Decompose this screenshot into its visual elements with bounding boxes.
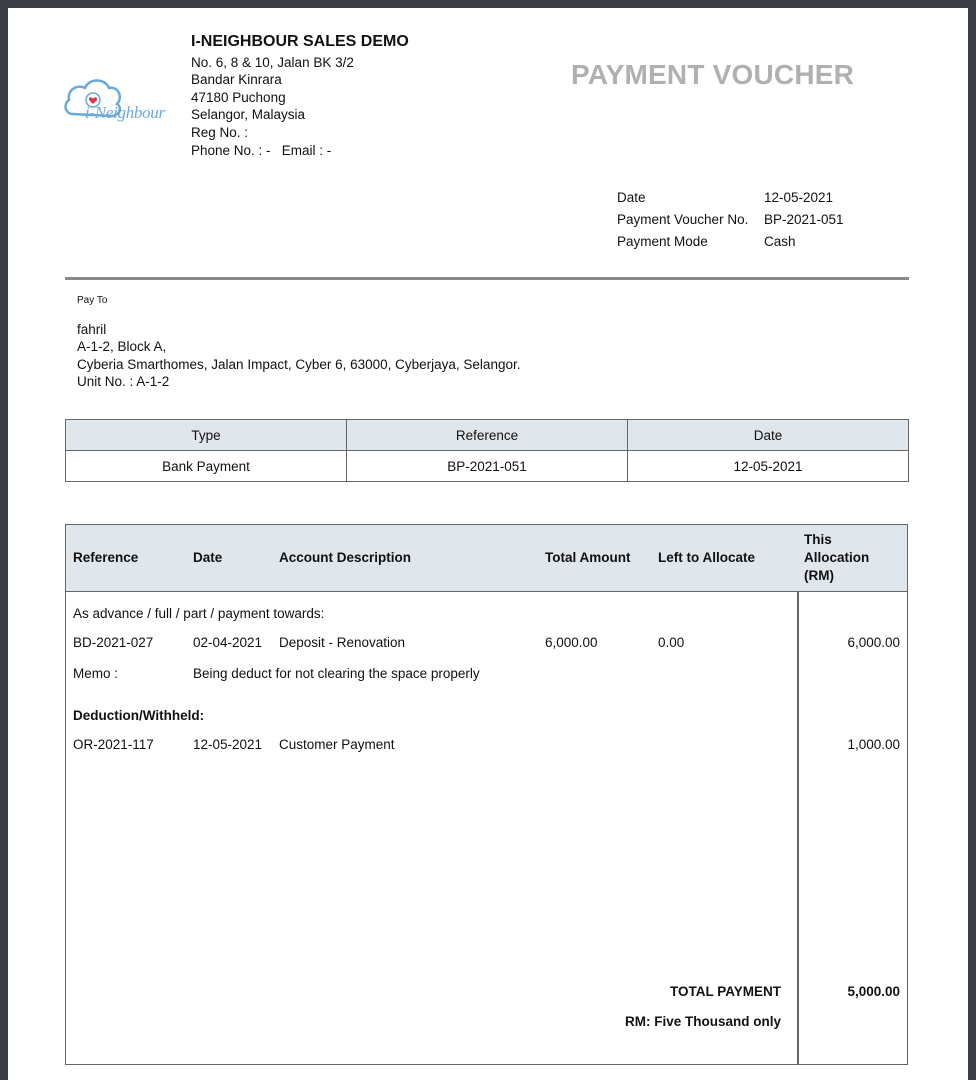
allocation-table bbox=[65, 524, 908, 1065]
allocation-table-header bbox=[66, 525, 907, 592]
col-date: Date bbox=[193, 550, 223, 565]
address-line: 47180 Puchong bbox=[191, 89, 286, 105]
memo-text: Being deduct for not clearing the space properly bbox=[193, 666, 480, 681]
row-left-to-allocate: 0.00 bbox=[658, 635, 685, 650]
company-logo bbox=[63, 70, 183, 134]
row-reference: BD-2021-027 bbox=[73, 635, 154, 650]
intro-text: As advance / full / part / payment towards: bbox=[73, 606, 325, 621]
payee-name: fahril bbox=[77, 322, 107, 337]
payment-mode-label: Payment Mode bbox=[617, 234, 708, 249]
voucher-no-value: BP-2021-051 bbox=[764, 212, 844, 227]
col-this-allocation: Allocation bbox=[804, 550, 870, 565]
col-total-amount: Total Amount bbox=[545, 550, 631, 565]
date-value: 12-05-2021 bbox=[764, 190, 834, 205]
col-left-to-allocate: Left to Allocate bbox=[658, 550, 756, 565]
date-label: Date bbox=[617, 190, 646, 205]
voucher-page bbox=[8, 8, 968, 1080]
memo-label: Memo : bbox=[73, 666, 119, 681]
summary-table bbox=[65, 419, 909, 482]
col-this-allocation: This bbox=[804, 532, 832, 547]
reference-cell: BP-2021-051 bbox=[347, 451, 628, 482]
contact-line: Phone No. : - Email : - bbox=[191, 142, 332, 158]
payment-mode-value: Cash bbox=[764, 234, 796, 249]
row-date: 02-04-2021 bbox=[193, 635, 263, 650]
address-line: Bandar Kinrara bbox=[191, 72, 282, 88]
amount-in-words: RM: Five Thousand only bbox=[624, 1014, 781, 1029]
company-block bbox=[191, 33, 409, 159]
row-description: Deposit - Renovation bbox=[279, 635, 406, 650]
table-row bbox=[66, 451, 909, 482]
col-description: Account Description bbox=[279, 550, 412, 565]
col-this-allocation: (RM) bbox=[804, 568, 834, 583]
voucher-meta bbox=[617, 187, 844, 253]
row-total-amount: 6,000.00 bbox=[545, 635, 598, 650]
date-cell: 12-05-2021 bbox=[628, 451, 909, 482]
row-allocation: 6,000.00 bbox=[847, 635, 900, 650]
payee-unit-no: Unit No. : A-1-2 bbox=[77, 374, 170, 390]
row-date: 12-05-2021 bbox=[193, 737, 263, 752]
payee-address-line: Cyberia Smarthomes, Jalan Impact, Cyber 6, 63000, Cyberjaya, Selangor. bbox=[77, 356, 521, 372]
payee-address-line: A-1-2, Block A, bbox=[77, 339, 167, 355]
deduction-label: Deduction/Withheld: bbox=[73, 708, 205, 723]
row-description: Customer Payment bbox=[279, 737, 395, 752]
col-reference: Reference bbox=[73, 550, 139, 565]
date-header: Date bbox=[628, 420, 909, 451]
reg-no: Reg No. : bbox=[191, 124, 249, 140]
document-title: PAYMENT VOUCHER bbox=[571, 59, 855, 90]
address-line: No. 6, 8 & 10, Jalan BK 3/2 bbox=[191, 54, 354, 70]
divider bbox=[65, 277, 909, 280]
total-payment-value: 5,000.00 bbox=[847, 984, 900, 999]
column-divider bbox=[797, 592, 799, 1064]
reference-header: Reference bbox=[347, 420, 628, 451]
logo-text: i-Neighbour bbox=[85, 103, 165, 122]
row-reference: OR-2021-117 bbox=[73, 737, 154, 752]
type-header: Type bbox=[66, 420, 347, 451]
total-payment-label: TOTAL PAYMENT bbox=[669, 984, 781, 999]
type-cell: Bank Payment bbox=[66, 451, 347, 482]
voucher-no-label: Payment Voucher No. bbox=[617, 212, 749, 227]
row-allocation: 1,000.00 bbox=[847, 737, 900, 752]
pay-to-address bbox=[77, 321, 520, 391]
pay-to-label: Pay To bbox=[77, 295, 108, 306]
address-line: Selangor, Malaysia bbox=[191, 107, 306, 123]
company-name: I-NEIGHBOUR SALES DEMO bbox=[191, 33, 409, 50]
cloud-heart-icon bbox=[63, 70, 183, 134]
